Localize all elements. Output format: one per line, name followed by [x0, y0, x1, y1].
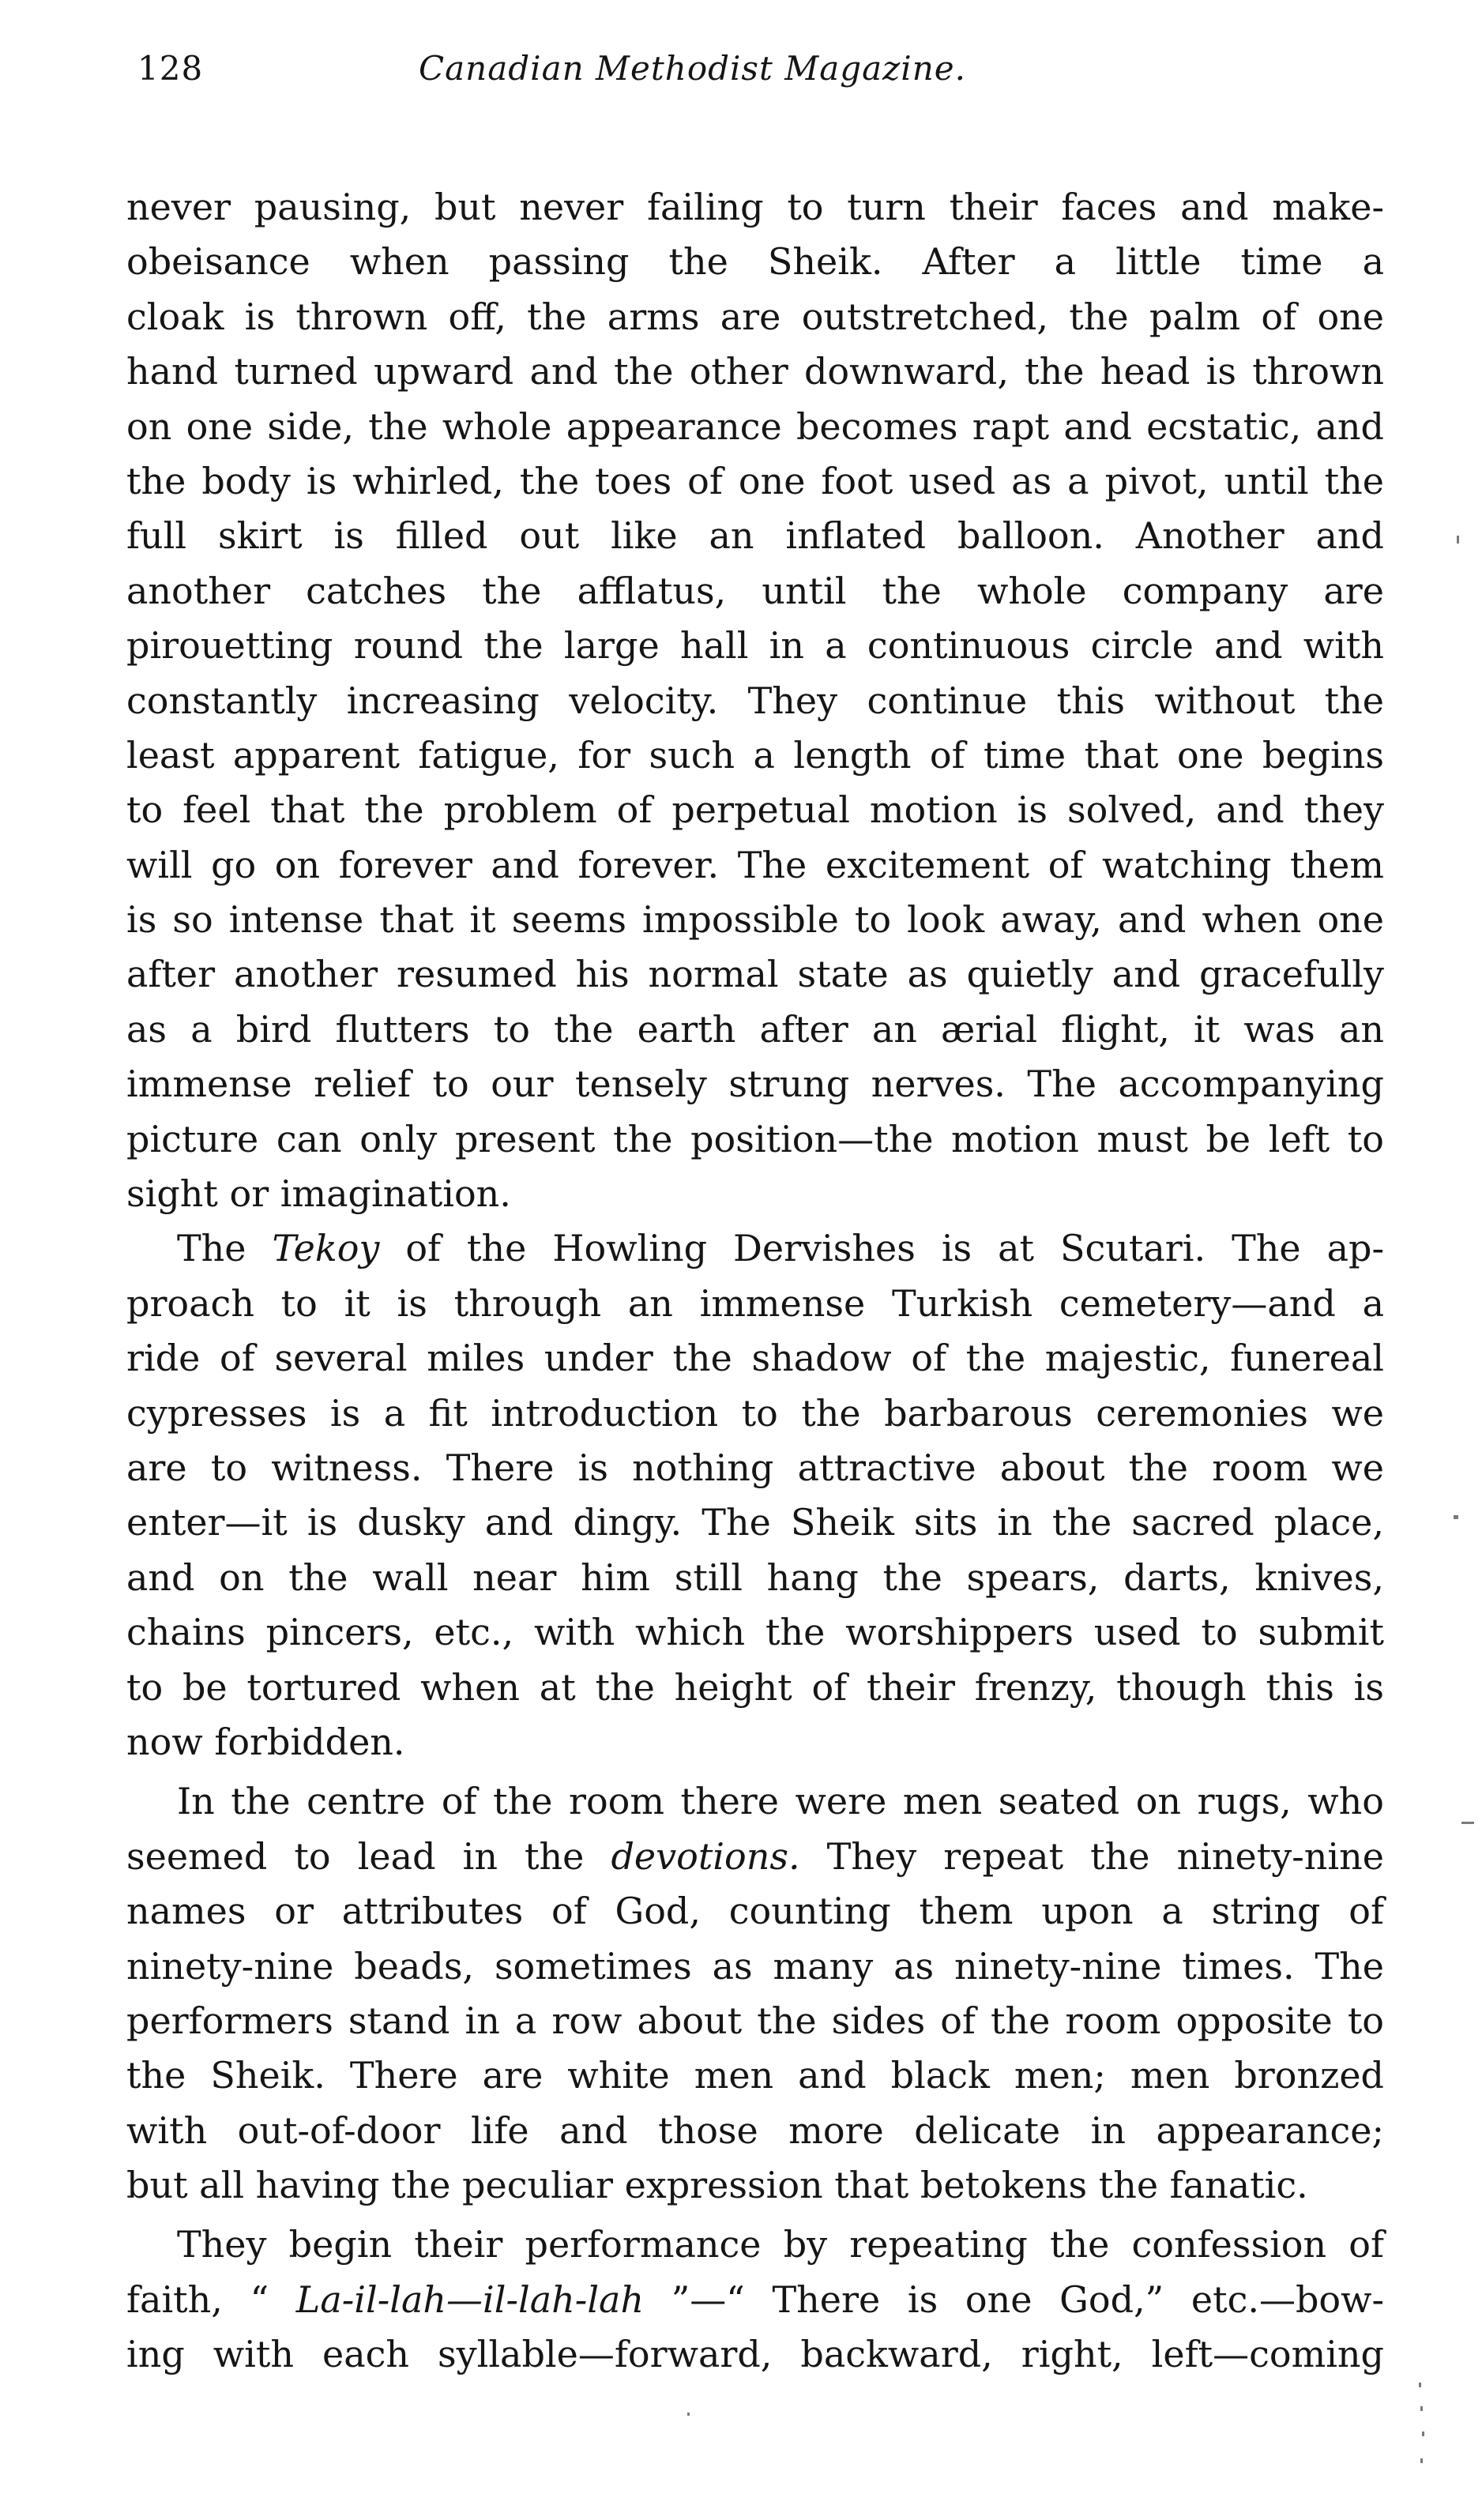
text-line: hand turned upward and the other downward, the head is thrown	[126, 350, 1384, 393]
text-line: are to witness. There is nothing attractive about the room we	[126, 1446, 1384, 1489]
text-line: and on the wall near him still hang the spears, darts, knives,	[126, 1555, 1384, 1599]
paragraph	[126, 1774, 1384, 2213]
text-line: obeisance when passing the Sheik. After a little time a	[126, 240, 1384, 284]
text-line: names or attributes of God, counting them upon a string of	[126, 1890, 1384, 1933]
text-line: faith, “ La-il-lah—il-lah-lah ”—“ There is one God,” etc.—bow-	[126, 2277, 1385, 2321]
text-line: chains pincers, etc., with which the worshippers used to submit	[126, 1611, 1384, 1654]
text-line: ing with each syllable—forward, backward, right, left—coming	[126, 2333, 1384, 2376]
page-number: 128	[137, 49, 204, 88]
text-line: the Sheik. There are white men and black men; men bronzed	[126, 2054, 1384, 2097]
text-line: seemed to lead in the devotions. They repeat the ninety-nine	[126, 1834, 1384, 1878]
italic-text: Tekoy	[272, 1227, 380, 1270]
text-line: is so intense that it seems impossible to look away, and when one	[126, 898, 1384, 942]
scan-speck	[1420, 2406, 1423, 2411]
text-line: enter—it is dusky and dingy. The Sheik sits in the sacred place,	[126, 1501, 1384, 1544]
text-line: picture can only present the position—the motion must be left to	[126, 1117, 1384, 1160]
text-line: The Tekoy of the Howling Dervishes is at Scutari. The ap-	[177, 1227, 1384, 1270]
scan-speck	[1419, 2383, 1421, 2387]
text-line: proach to it is through an immense Turkish cemetery—and a	[126, 1281, 1384, 1325]
text-line: pirouetting round the large hall in a continuous circle and with	[126, 624, 1384, 668]
text-line: ninety-nine beads, sometimes as many as ninety-nine times. The	[126, 1944, 1384, 1988]
italic-text: devotions.	[611, 1834, 800, 1878]
scan-speck	[1422, 2432, 1424, 2436]
scan-speck	[1457, 536, 1459, 543]
text-line: with out-of-door life and those more delicate in appearance;	[126, 2108, 1384, 2152]
italic-text: La-il-lah—il-lah-lah	[295, 2277, 645, 2321]
text-line: immense relief to our tensely strung nerves. The accompanying	[126, 1063, 1384, 1106]
scan-speck	[1420, 2458, 1423, 2463]
text-line: after another resumed his normal state as quietly and gracefully	[126, 953, 1384, 996]
paragraph	[126, 180, 1384, 1221]
book-page	[126, 38, 1385, 2376]
text-line: ride of several miles under the shadow of the majestic, funereal	[126, 1337, 1384, 1380]
paragraph	[126, 1221, 1384, 1770]
text-line: to be tortured when at the height of their frenzy, though this is	[126, 1665, 1384, 1709]
scan-speck	[1454, 1515, 1458, 1519]
text-line: never pausing, but never failing to turn their faces and make-	[126, 186, 1384, 228]
text-line: sight or imagination.	[126, 1172, 511, 1216]
text-line: to feel that the problem of perpetual motion is solved, and they	[126, 788, 1384, 832]
text-line: the body is whirled, the toes of one foot used as a pivot, until the	[126, 459, 1384, 502]
running-header	[126, 38, 1384, 114]
text-line: but all having the peculiar expression that betokens the fanatic.	[126, 2164, 1308, 2207]
text-line: another catches the afflatus, until the whole company are	[126, 569, 1384, 612]
body-text	[126, 180, 1384, 2383]
paragraph	[126, 2217, 1384, 2382]
text-line: as a bird flutters to the earth after an ærial flight, it was an	[126, 1007, 1384, 1051]
text-line: full skirt is filled out like an inflated balloon. Another and	[126, 514, 1384, 558]
text-line: constantly increasing velocity. They continue this without the	[126, 679, 1384, 722]
text-line: will go on forever and forever. The excitement of watching them	[126, 843, 1384, 886]
text-line: cloak is thrown off, the arms are outstretched, the palm of one	[126, 295, 1384, 338]
text-line: now forbidden.	[126, 1720, 405, 1763]
text-line: They begin their performance by repeating the confession of	[177, 2223, 1384, 2266]
text-line: In the centre of the room there were men seated on rugs, who	[177, 1780, 1384, 1823]
scan-speck	[687, 2413, 690, 2416]
text-line: least apparent fatigue, for such a length of time that one begins	[126, 733, 1384, 777]
text-line: performers stand in a row about the sides of the room opposite to	[126, 1999, 1384, 2042]
scan-speck	[1461, 1822, 1474, 1824]
running-title: Canadian Methodist Magazine.	[419, 49, 966, 88]
text-line: cypresses is a fit introduction to the barbarous ceremonies we	[126, 1391, 1384, 1435]
text-line: on one side, the whole appearance becomes rapt and ecstatic, and	[126, 404, 1384, 448]
